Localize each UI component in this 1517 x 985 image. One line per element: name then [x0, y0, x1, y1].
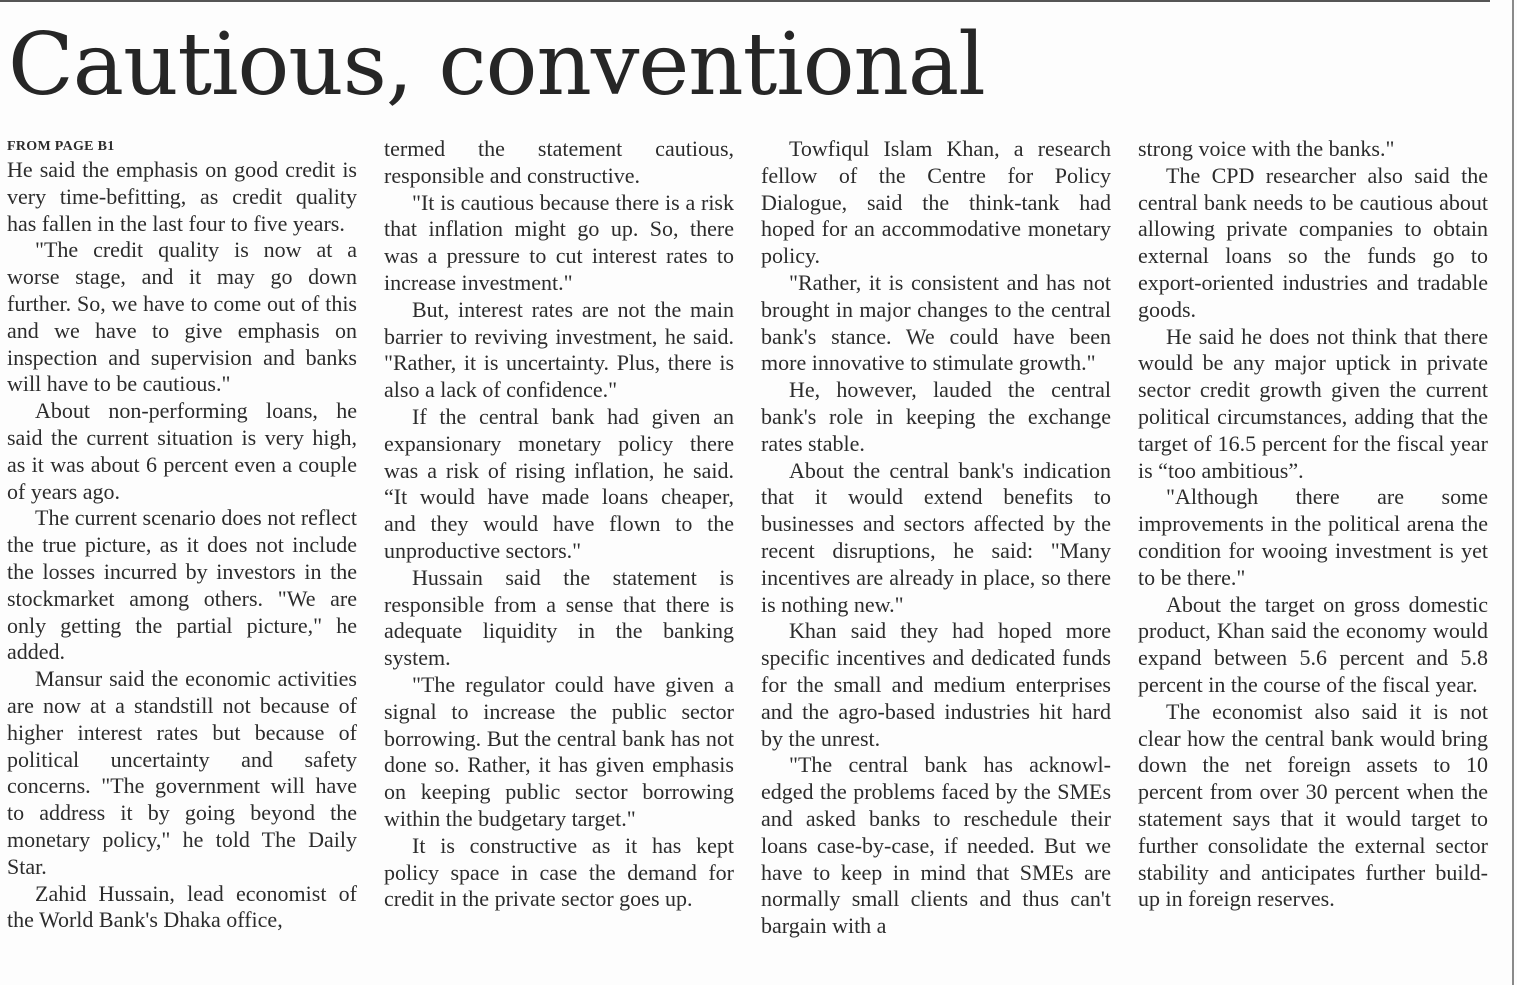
article-paragraph: He, however, lauded the central bank's role in keeping the exchange rates stable. — [761, 377, 1111, 456]
right-edge-rule — [1512, 0, 1514, 985]
article-column-1 — [7, 139, 357, 934]
article-paragraph: If the central bank had given an expansionary monetary policy there was a risk of rising inflation, he said. “It would have made loans cheaper, and they would have flown to the unproductive sectors." — [384, 403, 734, 563]
article-paragraph: He said he does not think that there would be any major uptick in private sector credit growth given the current political circumstances, adding that the target of 16.5 percent for the fiscal year is “too ambitious”. — [1138, 323, 1488, 483]
article-paragraph: "The regulator could have given a signal to increase the public sector borrowing. But the central bank has not done so. Rather, it has given emphasis on keeping public sector borrowing within the budgetary target." — [384, 671, 734, 831]
article-paragraph: "Rather, it is consistent and has not brought in major changes to the central bank's stance. We could have been more innovative to stimulate growth." — [761, 269, 1111, 376]
top-rule — [0, 0, 1490, 2]
article-paragraph: "Although there are some improvements in the political arena the condition for wooing investment is yet to be there." — [1138, 484, 1488, 590]
article-paragraph: The current scenario does not reflect the true picture, as it does not include the losses incurred by investors in the stockmarket among others. "We are only getting the partial picture," he added. — [7, 505, 357, 665]
article-paragraph: It is constructive as it has kept policy space in case the demand for credit in the private sector goes up. — [384, 832, 734, 912]
article-column-4 — [1138, 136, 1488, 913]
article-paragraph: Mansur said the economic activities are now at a standstill not because of higher interest rates but because of political uncertainty and safety concerns. "The government will have to address it by going beyond the monetary policy," he told The Daily Star. — [7, 666, 357, 879]
article-paragraph: Zahid Hussain, lead economist of the World Bank's Dhaka office, — [7, 880, 357, 933]
article-paragraph: "The central bank has acknowledged the problems faced by the SMEs and asked banks to reschedule their loans case-by-case, if needed. But we have to keep in mind that SMEs are normally small clients and thus can't bargain with a — [761, 752, 1111, 939]
article-paragraph: The economist also said it is not clear how the central bank would bring down the net foreign assets to 10 percent from over 30 percent when the statement says that it would target to further consolidate the external sector stability and anticipates further build-up in foreign reserves. — [1138, 698, 1488, 912]
jump-line: FROM PAGE B1 — [7, 139, 115, 154]
article-paragraph: About the central bank's indication that it would extend benefits to businesses and sectors affected by the recent disruptions, he said: "Many incentives are already in place, so there is nothing new." — [761, 457, 1111, 617]
article-paragraph: "The credit quality is now at a worse stage, and it may go down further. So, we have to come out of this and we have to give emphasis on inspection and supervision and banks will have to be cautious." — [7, 237, 357, 397]
article-paragraph: Towfiqul Islam Khan, a research fellow of the Centre for Policy Dialogue, said the think-tank had hoped for an accommodative monetary policy. — [761, 136, 1111, 269]
article-paragraph: The CPD researcher also said the central bank needs to be cautious about allowing private companies to obtain external loans so the funds go to export-oriented industries and tradable goods. — [1138, 162, 1488, 322]
article-column-2 — [384, 136, 734, 913]
article-paragraph: But, interest rates are not the main barrier to reviving investment, he said. "Rather, it is uncertainty. Plus, there is also a lack of confidence." — [384, 296, 734, 403]
article-paragraph: strong voice with the banks." — [1138, 136, 1395, 161]
article-paragraph: "It is cautious because there is a risk that inflation might go up. So, there was a pressure to cut interest rates to increase investment." — [384, 189, 734, 295]
article-paragraph: About non-performing loans, he said the current situation is very high, as it was about 6 percent even a couple of years ago. — [7, 398, 357, 504]
article-paragraph: termed the statement cautious, responsible and constructive. — [384, 136, 734, 188]
article-paragraph: Khan said they had hoped more specific incentives and dedicated funds for the small and medium enterprises and the agro-based industries hit hard by the unrest. — [761, 618, 1111, 751]
headline: Cautious, conventional — [8, 15, 985, 115]
article-paragraph: Hussain said the statement is responsible from a sense that there is adequate liquidity in the banking system. — [384, 564, 734, 671]
article-paragraph: About the target on gross domestic product, Khan said the economy would expand between 5.6 percent and 5.8 percent in the course of the fiscal year. — [1138, 591, 1488, 697]
article-column-3 — [761, 136, 1111, 940]
article-paragraph: He said the emphasis on good credit is very time-befitting, as credit quality has fallen in the last four to five years. — [7, 157, 357, 236]
